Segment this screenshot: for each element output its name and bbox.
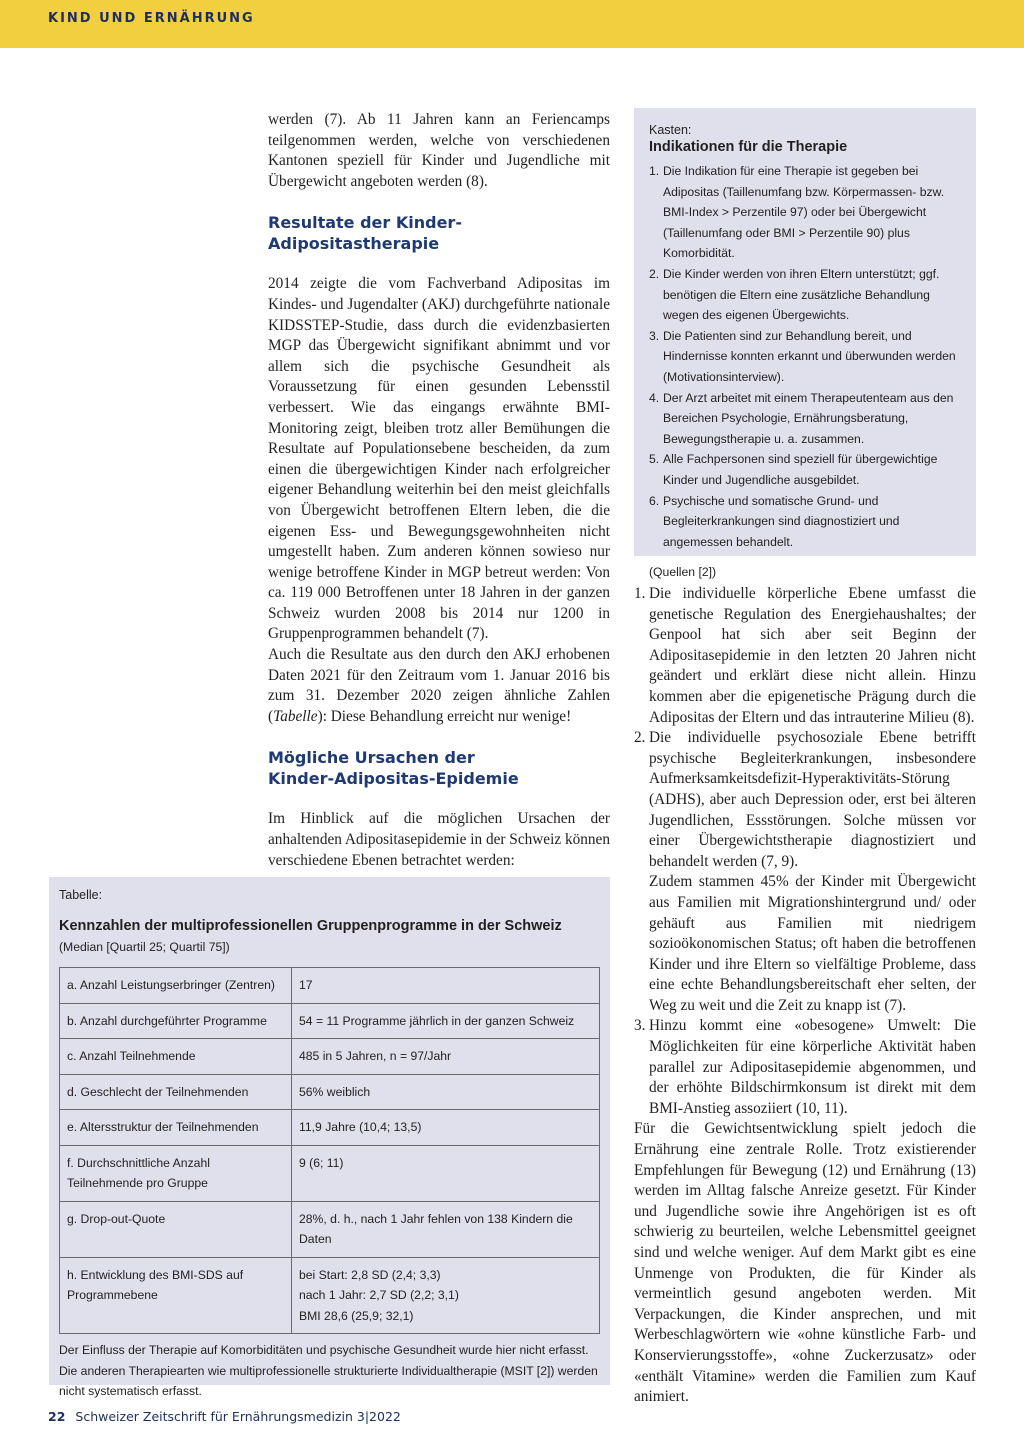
row-value-line: BMI 28,6 (25,9; 32,1) bbox=[299, 1308, 414, 1323]
kasten-item-number: 1. bbox=[649, 164, 660, 178]
kasten-box bbox=[634, 108, 976, 580]
row-value: 17 bbox=[292, 968, 600, 1004]
kasten-item bbox=[649, 264, 962, 326]
table-footnote-line: Die anderen Therapiearten wie multiprofessionelle strukturierte Individualtherapie (MSIT [2]) werden nicht systematisch erfasst. bbox=[59, 1363, 598, 1398]
kasten-item bbox=[649, 491, 962, 553]
row-value: 485 in 5 Jahren, n = 97/Jahr bbox=[292, 1039, 600, 1075]
header-band bbox=[0, 0, 1024, 48]
ebene-item bbox=[634, 584, 976, 728]
kasten-source: (Quellen [2]) bbox=[649, 565, 717, 580]
table-box bbox=[49, 877, 610, 1398]
page-number: 22 bbox=[48, 1409, 66, 1424]
row-label: e. Altersstruktur der Teilnehmenden bbox=[60, 1110, 292, 1146]
kasten-item-text: Der Arzt arbeitet mit einem Therapeutenteam aus den Bereichen Psychologie, Ernährungsberatung, Bewegungstherapie u. a. zusammen. bbox=[663, 390, 954, 446]
table-row bbox=[60, 1074, 600, 1110]
ebene-text: Die individuelle körperliche Ebene umfasst die genetische Regulation des Energiehaushaltes; der Genpool hat sich aber seit Beginn der Adipositasepidemie in den letzten 20 Jahren nicht geändert und erklärt diese nicht allein. Hinzu kommen aber die epigenetische Prägung durch die Adipositas der Eltern und das intrauterine Milieu (8). bbox=[649, 585, 976, 726]
row-label: a. Anzahl Leistungserbringer (Zentren) bbox=[60, 968, 292, 1004]
kasten-item bbox=[649, 449, 962, 490]
kasten-item-number: 2. bbox=[649, 266, 660, 281]
table-row bbox=[60, 1201, 600, 1257]
kasten-item-number: 4. bbox=[649, 390, 660, 405]
paragraph-kidsstep: 2014 zeigte die vom Fachverband Adipositas im Kindes- und Jugendalter (AKJ) durchgeführte nationale KIDSSTEP-Studie, dass durch die evidenzbasierten MGP das Übergewicht signifikant abnimmt und vor allem sich die psychische Gesundheit als Voraussetzung für einen gesunden Lebensstil verbessert. Wie das eingangs erwähnte BMI-Monitoring zeigt, bleiben trotz aller Bemühungen die Resultate auf Populationsebene bescheiden, da zum einen die übergewichtigen Kinder nach erfolgreicher eigener Behandlung weiterhin bei den meist gleichfalls von Übergewicht betroffenen Eltern leben, die die eigenen Ess- und Bewegungsgewohnheiten nicht umgestellt haben. Zum anderen können sowieso nur wenige betroffene Kinder in MGP betreut werden: Von ca. 119 000 Betroffenen unter 18 Jahren in der ganzen Schweiz wurden 2008 bis 2014 nur 1200 in Gruppenprogrammen behandelt (7). bbox=[268, 275, 610, 643]
page-footer bbox=[48, 1409, 401, 1424]
row-label: f. Durchschnittliche Anzahl Teilnehmende pro Gruppe bbox=[60, 1145, 292, 1201]
kasten-item-text: Psychische und somatische Grund- und Begleiterkrankungen sind diagnostiziert und angemessen behandelt. bbox=[663, 493, 900, 549]
kasten-item-number: 5. bbox=[649, 452, 660, 467]
heading-ursachen bbox=[268, 747, 610, 789]
kasten-title: Indikationen für die Therapie bbox=[649, 139, 848, 155]
row-label: g. Drop-out-Quote bbox=[60, 1201, 292, 1257]
table-row bbox=[60, 1003, 600, 1039]
kasten-item-number: 3. bbox=[649, 328, 660, 343]
ebene-number: 3. bbox=[634, 1017, 646, 1035]
kasten-item-text: Alle Fachpersonen sind speziell für übergewichtige Kinder und Jugendliche ausgebildet. bbox=[663, 452, 938, 487]
ebene-number: 2. bbox=[634, 729, 646, 747]
ebene-item bbox=[634, 1016, 976, 1119]
journal-name: Schweizer Zeitschrift für Ernährungsmedizin 3|2022 bbox=[75, 1409, 401, 1424]
paragraph-akj-data bbox=[268, 645, 610, 727]
kasten-item bbox=[649, 326, 962, 388]
p2-table-ref: Tabelle bbox=[273, 707, 318, 725]
middle-column bbox=[268, 110, 610, 871]
right-column bbox=[634, 584, 976, 1408]
p2-text-before: Auch die Resultate aus den durch den AKJ erhobenen Daten 2021 für den Zeitraum vom 1. Januar 2016 bis zum 31. Dezember 2020 zeigen ähnliche Zahlen ( bbox=[268, 646, 610, 725]
ebene-text: Die individuelle psychosoziale Ebene betrifft psychische Begleiterkrankungen, insbesondere Aufmerksamkeitsdefizit-Hyperaktivitäts-Störung (ADHS), aber auch Depression oder, erst bei älteren Jugendlichen, Essstörungen. Solche müssen vor einer Übergewichtstherapie diagnostiziert und behandelt werden (7, 9). bbox=[649, 729, 976, 870]
row-label: b. Anzahl durchgeführter Programme bbox=[60, 1003, 292, 1039]
heading-ursachen-line1: Mögliche Ursachen der bbox=[268, 748, 475, 768]
table-row bbox=[60, 968, 600, 1004]
row-value: 11,9 Jahre (10,4; 13,5) bbox=[292, 1110, 600, 1146]
row-value: 9 (6; 11) bbox=[292, 1145, 600, 1201]
intro-paragraph: werden (7). Ab 11 Jahren kann an Feriencamps teilgenommen werden, welche von verschiedenen Kantonen speziell für Kinder und Jugendliche mit Übergewicht angeboten werden (8). bbox=[268, 111, 610, 190]
kennzahlen-table bbox=[59, 967, 600, 1334]
section-label: KIND UND ERNÄHRUNG bbox=[48, 11, 255, 26]
row-label: h. Entwicklung des BMI-SDS auf Programmebene bbox=[60, 1257, 292, 1334]
row-value: 28%, d. h., nach 1 Jahr fehlen von 138 Kindern die Daten bbox=[292, 1201, 600, 1257]
row-value: 54 = 11 Programme jährlich in der ganzen Schweiz bbox=[292, 1003, 600, 1039]
row-label: d. Geschlecht der Teilnehmenden bbox=[60, 1074, 292, 1110]
row-label: c. Anzahl Teilnehmende bbox=[60, 1039, 292, 1075]
kasten-item-number: 6. bbox=[649, 493, 660, 508]
kasten-item bbox=[649, 161, 962, 264]
kasten-item-text: Die Kinder werden von ihren Eltern unterstützt; ggf. benötigen die Eltern eine zusätzliche Behandlung wegen des eigenen Übergewichts. bbox=[663, 266, 940, 323]
table-row bbox=[60, 1145, 600, 1201]
table-footnote bbox=[59, 1340, 600, 1402]
kasten-item-text: Die Patienten sind zur Behandlung bereit, und Hindernisse konnten erkannt und überwunden werden (Motivationsinterview). bbox=[663, 328, 956, 384]
paragraph-ernaehrung: Für die Gewichtsentwicklung spielt jedoch die Ernährung eine zentrale Rolle. Trotz existierender Empfehlungen für Bewegung (12) und Ernährung (13) werden im Alltag falsche Anreize gesetzt. Für Kinder und Jugendliche sowie ihre Angehörigen ist es oft schwierig zu beurteilen, welche Lebensmittel geeignet sind und welche weniger. Auf dem Markt gibt es eine Unmenge von Produkten, die für Kinder als vermeintlich gesund angeboten werden. Mit Verpackungen, die Kinder ansprechen, und mit Werbeschlagwörtern wie «ohne künstliche Farb- und Konservierungsstoffe», «ohne Zuckerzusatz» oder «enthält Vitamine» werden die Familien zum Kauf animiert. bbox=[634, 1120, 976, 1406]
table-title: Kennzahlen der multiprofessionellen Gruppenprogramme in der Schweiz bbox=[59, 918, 562, 934]
table-label: Tabelle: bbox=[59, 888, 103, 902]
kasten-label: Kasten: bbox=[649, 123, 692, 137]
row-value: 56% weiblich bbox=[292, 1074, 600, 1110]
ebene-number: 1. bbox=[634, 585, 646, 602]
table-row bbox=[60, 1110, 600, 1146]
table-row bbox=[60, 1257, 600, 1334]
ebene-continuation: Zudem stammen 45% der Kinder mit Übergewicht aus Familien mit Migrationshintergrund und/ oder gehäuft aus Familien mit niedrigem sozioökonomischen Status; oft haben die betroffenen Kinder und ihre Eltern so vielfältige Probleme, dass eine echte Behandlungsbereitschaft eher selten, der Weg zu weit und die Zeit zu knapp ist (7). bbox=[649, 873, 976, 1014]
ebene-text: Hinzu kommt eine «obesogene» Umwelt: Die Möglichkeiten für eine körperliche Aktivität haben parallel zur Adipositasepidemie abgenommen, und der erhöhte Bildschirmkonsum ist direkt mit dem BMI-Anstieg assoziiert (10, 11). bbox=[649, 1017, 976, 1117]
row-value-line: bei Start: 2,8 SD (2,4; 3,3) bbox=[299, 1267, 441, 1282]
heading-ursachen-line2: Kinder-Adipositas-Epidemie bbox=[268, 769, 519, 789]
kasten-item-text: Die Indikation für eine Therapie ist gegeben bei Adipositas (Taillenumfang bzw. Körpermassen- bzw. BMI-Index > Perzentile 97) oder bei Übergewicht (Taillenumfang oder BMI > Perzentile 90) plus Komorbidität. bbox=[663, 164, 945, 261]
ebene-item bbox=[634, 728, 976, 872]
paragraph-ebenen: Im Hinblick auf die möglichen Ursachen der anhaltenden Adipositasepidemie in der Schweiz können verschiedene Ebenen betrachtet werden: bbox=[268, 810, 610, 869]
table-row bbox=[60, 1039, 600, 1075]
kasten-item bbox=[649, 388, 962, 450]
p2-text-after: ): Diese Behandlung erreicht nur wenige! bbox=[317, 707, 572, 725]
heading-resultate: Resultate der Kinder-Adipositastherapie bbox=[268, 213, 462, 254]
table-footnote-line: Der Einfluss der Therapie auf Komorbiditäten und psychische Gesundheit wurde hier nicht erfasst. bbox=[59, 1343, 589, 1357]
kasten-list bbox=[649, 161, 962, 552]
row-value-line: nach 1 Jahr: 2,7 SD (2,2; 3,1) bbox=[299, 1288, 459, 1302]
table-subtitle: (Median [Quartil 25; Quartil 75]) bbox=[59, 940, 230, 954]
row-value bbox=[292, 1257, 600, 1334]
